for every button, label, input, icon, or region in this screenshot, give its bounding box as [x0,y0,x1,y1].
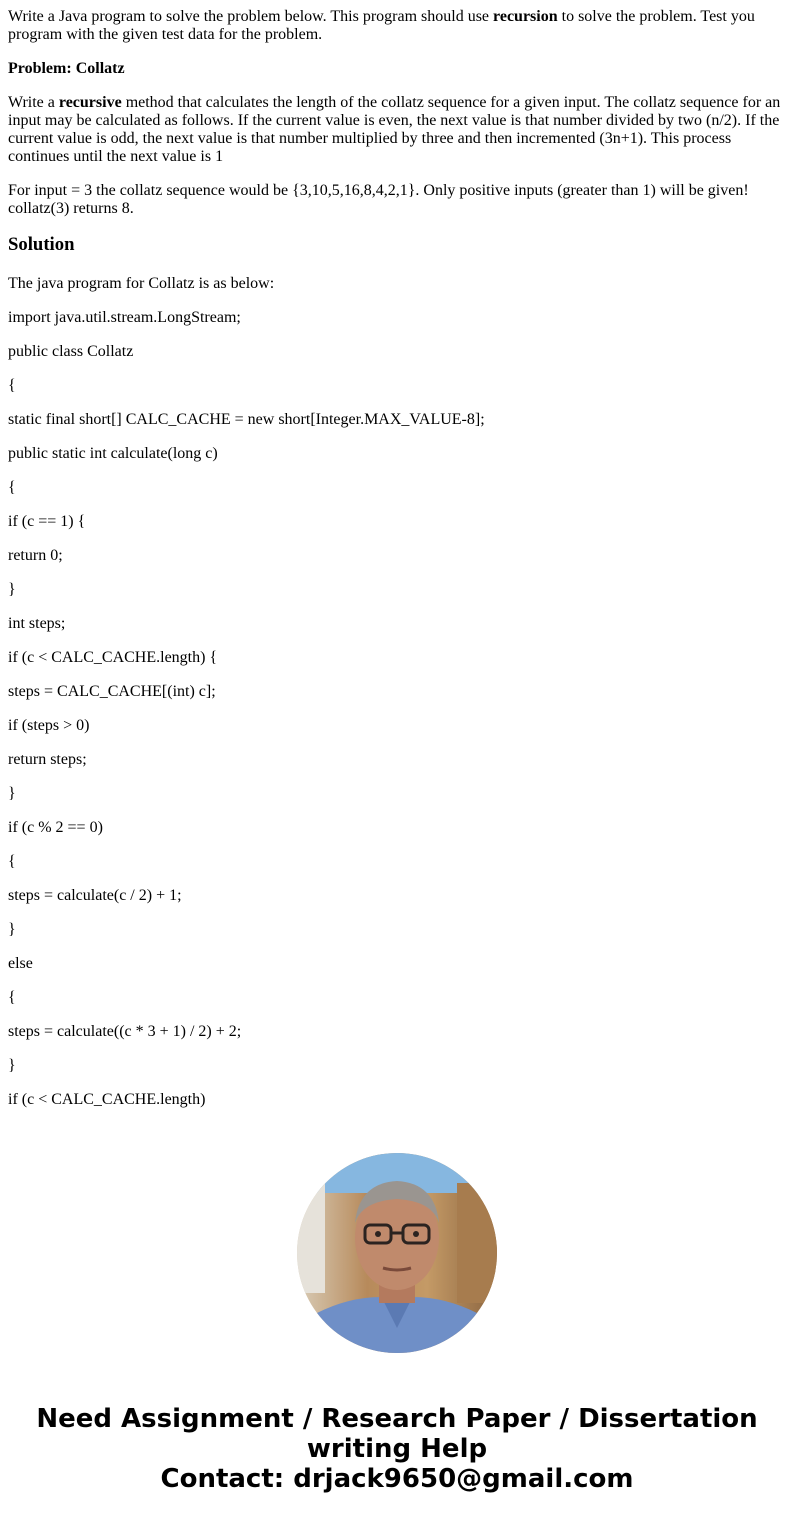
problem-title-text: Problem: Collatz [8,60,125,77]
code-line: { [8,989,16,1006]
code-line: steps = calculate(c / 2) + 1; [8,887,182,904]
solution-intro: The java program for Collatz is as below: [8,275,275,292]
code-block [8,309,786,1109]
author-photo-icon [297,1153,497,1353]
code-line: if (c == 1) { [8,513,86,530]
code-line: if (c < CALC_CACHE.length) [8,1091,206,1108]
problem-desc-start: Write a [8,94,59,111]
solution-heading: Solution [8,234,75,255]
code-line: { [8,479,16,496]
code-line: if (c < CALC_CACHE.length) { [8,649,218,666]
code-line: } [8,1057,16,1074]
code-line: public class Collatz [8,343,134,360]
intro-text-start: Write a Java program to solve the problem below. This program should use [8,8,494,25]
code-line: } [8,921,16,938]
code-line: int steps; [8,615,66,632]
problem-desc-end: method that calculates the length of the collatz sequence for a given input. The collatz sequence for an input may be calculated as follows. If the current value is even, the next value is that number divided by two (n/2). If the current value is odd, the next value is that number multiplied by three and then incremented (3n+1). This process continues until the next value is 1 [8,94,781,165]
intro-paragraph [8,8,786,44]
intro-text-end: to solve the problem. Test you program with the given test data for the problem. [8,8,755,43]
problem-title [8,60,786,78]
code-line: if (steps > 0) [8,717,90,734]
code-line: steps = CALC_CACHE[(int) c]; [8,683,216,700]
problem-desc-bold-word: recursive [58,94,122,111]
code-line: { [8,853,16,870]
problem-description [8,94,786,166]
code-line: import java.util.stream.LongStream; [8,309,241,326]
code-line: public static int calculate(long c) [8,445,218,462]
example-line-1: For input = 3 the collatz sequence would be {3,10,5,16,8,4,2,1}. Only positive inputs (greater than 1) will be given! [8,182,749,199]
code-line: steps = calculate((c * 3 + 1) / 2) + 2; [8,1023,242,1040]
example-line-2: collatz(3) returns 8. [8,200,134,217]
intro-bold-word: recursion [493,8,558,25]
code-line: } [8,785,16,802]
footer-line-1: Need Assignment / Research Paper / Dissertation [36,1404,758,1434]
contact-footer [0,1404,794,1494]
example-paragraph [8,182,786,218]
code-line: static final short[] CALC_CACHE = new short[Integer.MAX_VALUE-8]; [8,411,485,428]
footer-contact-line: Contact: drjack9650@gmail.com [160,1464,634,1494]
code-line: { [8,377,16,394]
code-line: else [8,955,33,972]
author-avatar [297,1153,497,1353]
footer-line-2: writing Help [306,1434,488,1464]
code-line: if (c % 2 == 0) [8,819,103,836]
code-line: } [8,581,16,598]
code-line: return 0; [8,547,63,564]
code-line: return steps; [8,751,87,768]
